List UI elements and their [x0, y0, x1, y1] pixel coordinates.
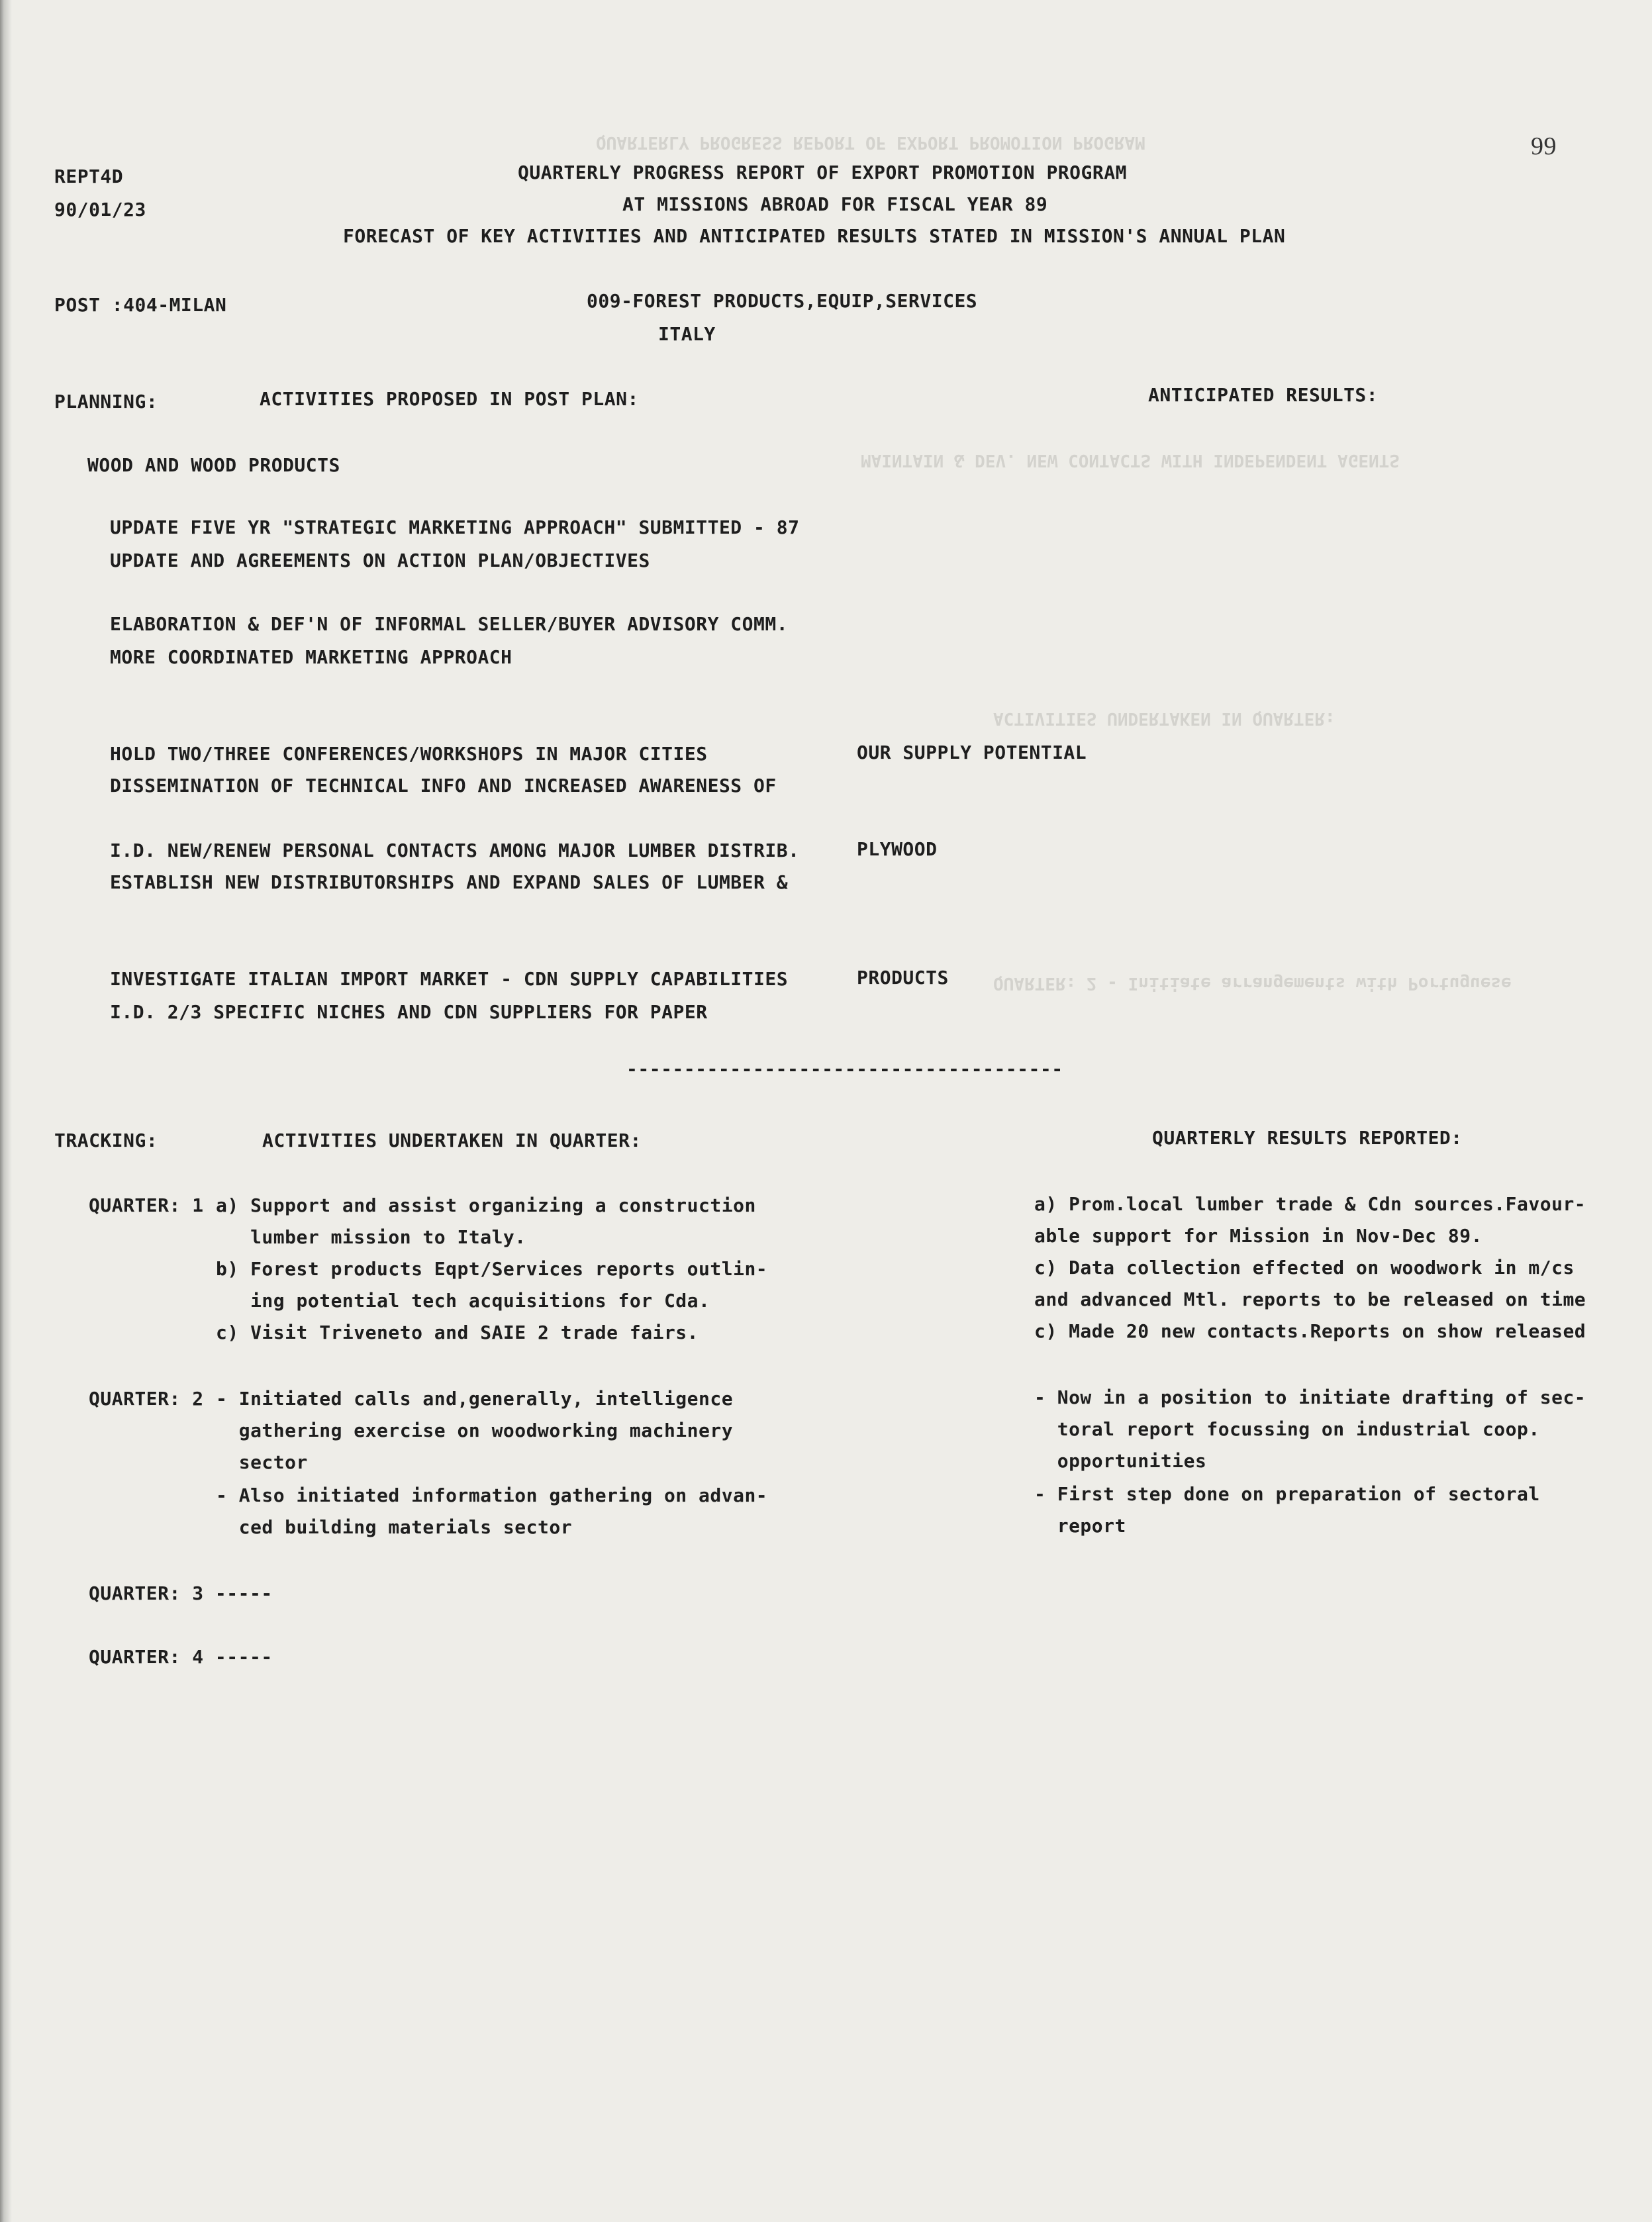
planned-activity: I.D. 2/3 SPECIFIC NICHES AND CDN SUPPLIERS FOR PAPER	[110, 1001, 708, 1023]
anticipated-results-heading: ANTICIPATED RESULTS:	[1148, 384, 1379, 406]
post-label: POST :404-MILAN	[54, 294, 227, 316]
quarter-activity: c) Visit Triveneto and SAIE 2 trade fairs.	[216, 1322, 699, 1343]
quarter-result: opportunities	[1034, 1450, 1207, 1472]
report-title: QUARTERLY PROGRESS REPORT OF EXPORT PROMOTION PROGRAM	[518, 162, 1127, 183]
quarter-activity: - Also initiated information gathering on advan-	[216, 1484, 768, 1506]
planned-activity: DISSEMINATION OF TECHNICAL INFO AND INCREASED AWARENESS OF	[110, 775, 777, 797]
quarter-result: c) Made 20 new contacts.Reports on show released	[1034, 1320, 1586, 1342]
quarter-activity: ing potential tech acquisitions for Cda.	[216, 1290, 710, 1312]
show-through-text: ACTIVITIES UNDERTAKEN IN QUARTER:	[993, 708, 1336, 728]
quarterly-results-heading: QUARTERLY RESULTS REPORTED:	[1152, 1127, 1463, 1149]
tracking-label: TRACKING:	[54, 1130, 158, 1151]
planned-activity: ESTABLISH NEW DISTRIBUTORSHIPS AND EXPAND SALES OF LUMBER &	[110, 871, 789, 893]
sector-label: 009-FOREST PRODUCTS,EQUIP,SERVICES	[587, 290, 978, 312]
quarter-result: - Now in a position to initiate drafting of sec-	[1034, 1386, 1586, 1408]
quarter-result: a) Prom.local lumber trade & Cdn sources.Favour-	[1034, 1193, 1586, 1215]
report-date: 90/01/23	[54, 199, 146, 220]
planned-activity: UPDATE FIVE YR "STRATEGIC MARKETING APPROACH" SUBMITTED - 87	[110, 516, 800, 538]
planned-activity: I.D. NEW/RENEW PERSONAL CONTACTS AMONG MAJOR LUMBER DISTRIB.	[110, 840, 800, 861]
quarter-result: - First step done on preparation of sectoral	[1034, 1483, 1540, 1505]
quarter-result: able support for Mission in Nov-Dec 89.	[1034, 1225, 1482, 1247]
quarter-activity: a) Support and assist organizing a construction	[216, 1194, 756, 1216]
subsector-heading: WOOD AND WOOD PRODUCTS	[87, 454, 340, 476]
planned-activity: MORE COORDINATED MARKETING APPROACH	[110, 646, 512, 668]
quarter-activity: gathering exercise on woodworking machinery	[216, 1420, 734, 1441]
quarter-result: and advanced Mtl. reports to be released on time	[1034, 1288, 1586, 1310]
show-through-text: QUARTERLY PROGRESS REPORT OF EXPORT PROMOTION PROGRAM	[596, 132, 1145, 152]
anticipated-result: OUR SUPPLY POTENTIAL	[857, 742, 1087, 763]
quarter-result: toral report focussing on industrial coop.	[1034, 1418, 1540, 1440]
show-through-text: QUARTER: 2 - Initiate arrangements with Portuguese	[993, 973, 1512, 993]
quarter-activity: ced building materials sector	[216, 1516, 573, 1538]
quarter-3-line: QUARTER: 3 -----	[89, 1582, 273, 1604]
planning-activities-heading: ACTIVITIES PROPOSED IN POST PLAN:	[260, 388, 639, 410]
section-divider: --------------------------------------	[626, 1058, 1063, 1080]
quarter-label: QUARTER: 1	[89, 1194, 204, 1216]
planned-activity: UPDATE AND AGREEMENTS ON ACTION PLAN/OBJECTIVES	[110, 550, 650, 571]
quarter-result: report	[1034, 1515, 1126, 1537]
quarter-result: c) Data collection effected on woodwork in m/cs	[1034, 1257, 1575, 1279]
planned-activity: HOLD TWO/THREE CONFERENCES/WORKSHOPS IN MAJOR CITIES	[110, 743, 708, 765]
report-subtitle: AT MISSIONS ABROAD FOR FISCAL YEAR 89	[622, 193, 1048, 215]
planned-activity: INVESTIGATE ITALIAN IMPORT MARKET - CDN SUPPLY CAPABILITIES	[110, 968, 789, 990]
report-id: REPT4D	[54, 166, 124, 187]
quarter-4-line: QUARTER: 4 -----	[89, 1646, 273, 1668]
page-number: 99	[1531, 132, 1557, 160]
quarter-activity: sector	[216, 1451, 308, 1473]
tracking-activities-heading: ACTIVITIES UNDERTAKEN IN QUARTER:	[262, 1130, 642, 1151]
planning-label: PLANNING:	[54, 391, 158, 412]
quarter-activity: - Initiated calls and,generally, intelligence	[216, 1388, 734, 1410]
anticipated-result: PLYWOOD	[857, 838, 938, 860]
show-through-text: MAINTAIN & DEV. NEW CONTACTS WITH INDEPENDENT AGENTS	[861, 450, 1400, 470]
quarter-activity: b) Forest products Eqpt/Services reports outlin-	[216, 1258, 768, 1280]
quarter-activity: lumber mission to Italy.	[216, 1226, 526, 1248]
country-label: ITALY	[658, 323, 716, 345]
anticipated-result: PRODUCTS	[857, 967, 949, 989]
planned-activity: ELABORATION & DEF'N OF INFORMAL SELLER/BUYER ADVISORY COMM.	[110, 613, 789, 635]
report-forecast-line: FORECAST OF KEY ACTIVITIES AND ANTICIPATED RESULTS STATED IN MISSION'S ANNUAL PLAN	[343, 225, 1286, 247]
quarter-label: QUARTER: 2	[89, 1388, 204, 1410]
